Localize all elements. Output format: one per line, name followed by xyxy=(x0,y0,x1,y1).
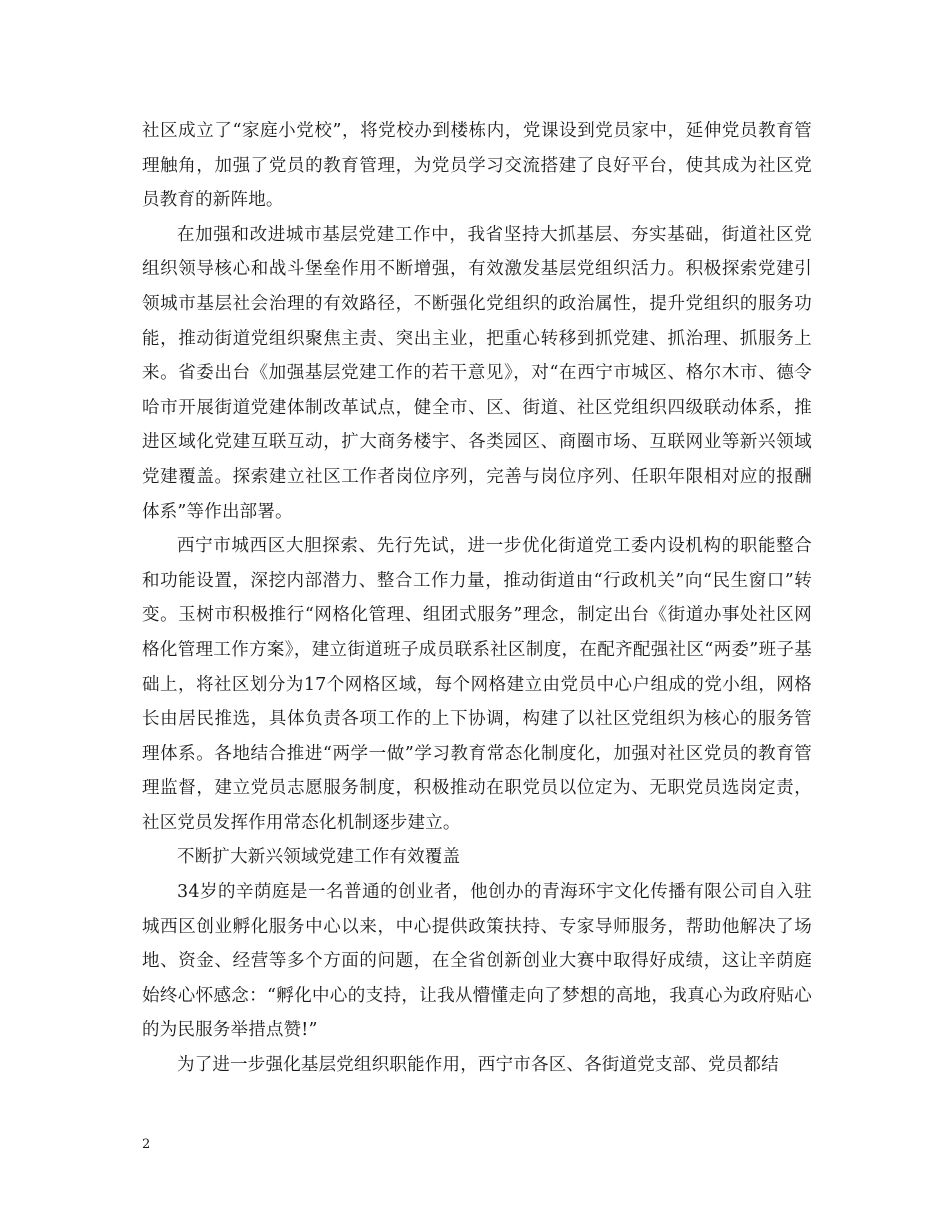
paragraph: 34岁的辛荫庭是一名普通的创业者，他创办的青海环宇文化传播有限公司自入驻城西区创业孵化服务中心以来，中心提供政策扶持、专家导师服务，帮助他解决了场地、资金、经营等多个方面的问题，在全省创新创业大赛中取得好成绩，这让辛荫庭始终心怀感念：“孵化中心的支持，让我从懵懂走向了梦想的高地，我真心为政府贴心的为民服务举措点赞!” xyxy=(142,882,812,1041)
paragraph: 为了进一步强化基层党组织职能作用，西宁市各区、各街道党支部、党员都结 xyxy=(177,1055,779,1076)
paragraph: 社区成立了“家庭小党校”，将党校办到楼栋内，党课设到党员家中，延伸党员教育管理触角，加强了党员的教育管理，为党员学习交流搭建了良好平台，使其成为社区党员教育的新阵地。 xyxy=(142,121,812,211)
paragraph: 在加强和改进城市基层党建工作中，我省坚持大抓基层、夯实基础，街道社区党组织领导核心和战斗堡垒作用不断增强，有效激发基层党组织活力。积极探索党建引领城市基层社会治理的有效路径，不断强化党组织的政治属性，提升党组织的服务功能，推动街道党组织聚焦主责、突出主业，把重心转移到抓党建、抓治理、抓服务上来。省委出台《加强基层党建工作的若干意见》，对“在西宁市城区、格尔木市、德令哈市开展街道党建体制改革试点，健全市、区、街道、社区党组织四级联动体系，推进区域化党建互联互动，扩大商务楼宇、各类园区、商圈市场、互联网业等新兴领域党建覆盖。探索建立社区工作者岗位序列，完善与岗位序列、任职年限相对应的报酬体系”等作出部署。 xyxy=(142,224,812,522)
document-body xyxy=(142,114,812,1083)
page-number: 2 xyxy=(142,1137,151,1152)
paragraph: 西宁市城西区大胆探索、先行先试，进一步优化街道党工委内设机构的职能整合和功能设置，深挖内部潜力、整合工作力量，推动街道由“行政机关”向“民生窗口”转变。玉树市积极推行“网格化管理、组团式服务”理念，制定出台《街道办事处社区网格化管理工作方案》，建立街道班子成员联系社区制度，在配齐配强社区“两委”班子基础上，将社区划分为17个网格区域，每个网格建立由党员中心户组成的党小组，网格长由居民推选，具体负责各项工作的上下协调，构建了以社区党组织为核心的服务管理体系。各地结合推进“两学一做”学习教育常态化制度化，加强对社区党员的教育管理监督，建立党员志愿服务制度，积极推动在职党员以位定为、无职党员选岗定责，社区党员发挥作用常态化机制逐步建立。 xyxy=(142,536,812,833)
section-heading: 不断扩大新兴领域党建工作有效覆盖 xyxy=(177,847,461,868)
